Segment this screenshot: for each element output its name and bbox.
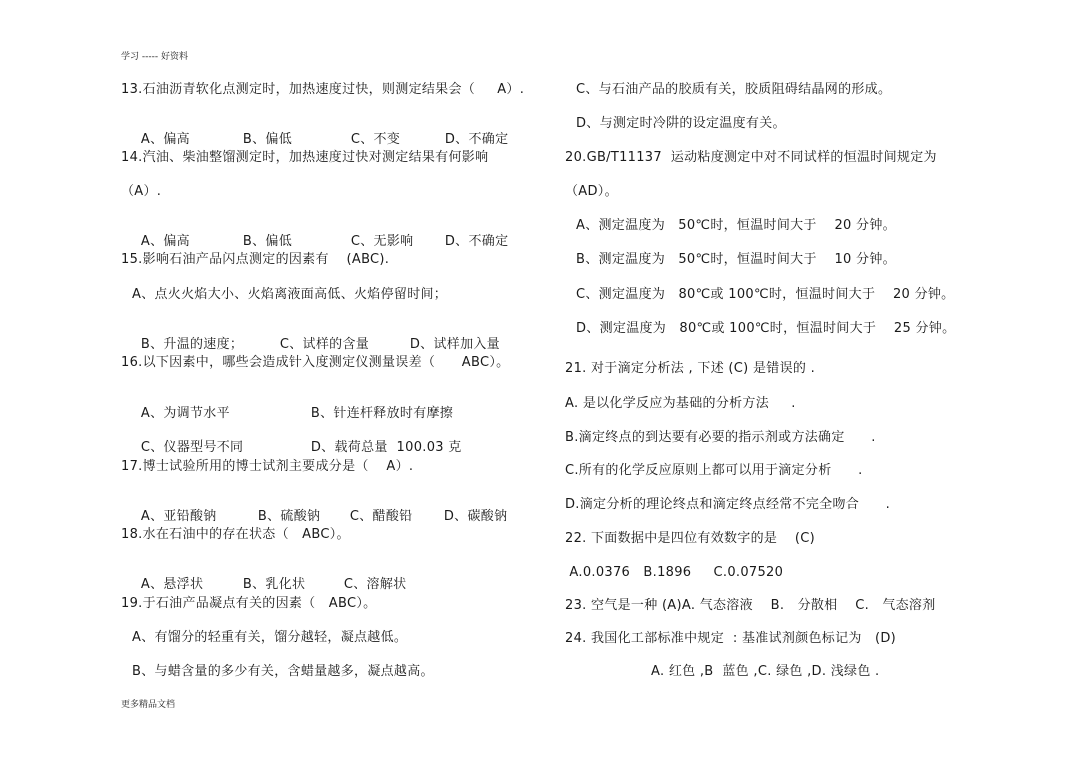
option-b: B、升温的速度； (140, 337, 244, 352)
question-21-option-c: C.所有的化学反应原则上都可以用于滴定分析 . (565, 463, 863, 478)
option-c: C、仪器型号不同 (140, 440, 244, 455)
question-13: 13.石油沥青软化点测定时，加热速度过快，则测定结果会（ A）. (121, 82, 525, 97)
option-c: C、无影响 (350, 234, 414, 249)
question-15: 15.影响石油产品闪点测定的因素有 (ABC). (121, 252, 390, 267)
option-a: A、亚铅酸钠 (140, 509, 217, 524)
option-d: D、不确定 (444, 132, 509, 147)
question-20: 20.GB/T11137 运动粘度测定中对不同试样的恒温时间规定为 (565, 150, 937, 165)
option-a: A、为调节水平 (140, 406, 230, 421)
option-d: D、试样加入量 (409, 337, 500, 352)
question-16-options-row1 (132, 390, 453, 422)
question-22-options: A.0.0376 B.1896 C.0.07520 (565, 565, 784, 580)
question-21-option-b: B.滴定终点的到达要有必要的指示剂或方法确定 . (565, 430, 876, 445)
option-c: C、醋酸铅 (349, 509, 413, 524)
question-15-options (132, 321, 500, 353)
question-14-options (132, 218, 508, 250)
question-20-option-b: B、测定温度为 50℃时，恒温时间大于 10 分钟。 (576, 252, 896, 267)
option-d: D、载荷总量 100.03 克 (310, 440, 462, 455)
question-24: 24. 我国化工部标准中规定 : 基准试剂颜色标记为 (D) (565, 631, 897, 646)
option-d: D、不确定 (444, 234, 509, 249)
option-b: B、偏低 (242, 132, 292, 147)
question-20-option-d: D、测定温度为 80℃或 100℃时，恒温时间大于 25 分钟。 (576, 321, 956, 336)
question-19-option-a: A、有馏分的轻重有关，馏分越轻，凝点越低。 (132, 630, 408, 645)
question-14: 14.汽油、柴油整馏测定时，加热速度过快对测定结果有何影响 (121, 150, 489, 165)
option-b: B、乳化状 (242, 577, 306, 592)
question-23: 23. 空气是一种 (A)A. 气态溶液 B. 分散相 C. 气态溶剂 (565, 598, 936, 613)
question-15-option-a: A、点火火焰大小、火焰离液面高低、火焰停留时间； (132, 287, 448, 302)
question-21: 21. 对于滴定分析法 , 下述 (C) 是错误的 . (565, 361, 816, 376)
question-18-options (132, 561, 406, 593)
question-13-options (132, 116, 508, 148)
question-20-option-a: A、测定温度为 50℃时，恒温时间大于 20 分钟。 (576, 218, 896, 233)
question-19-option-c: C、与石油产品的胶质有关，胶质阻碍结晶网的形成。 (576, 82, 892, 97)
question-21-option-d: D.滴定分析的理论终点和滴定终点经常不完全吻合 . (565, 497, 891, 512)
option-a: A、偏高 (140, 234, 190, 249)
question-20-option-c: C、测定温度为 80℃或 100℃时，恒温时间大于 20 分钟。 (576, 287, 955, 302)
option-a: A、偏高 (140, 132, 190, 147)
option-c: C、不变 (350, 132, 401, 147)
question-19-option-d: D、与测定时冷阱的设定温度有关。 (576, 116, 786, 131)
question-14-answer: （A）. (121, 184, 162, 199)
page-header: 学习 ----- 好资料 (121, 52, 188, 62)
option-b: B、偏低 (242, 234, 292, 249)
question-19-option-b: B、与蜡含量的多少有关，含蜡量越多，凝点越高。 (132, 664, 434, 679)
option-b: B、硫酸钠 (257, 509, 321, 524)
option-c: C、溶解状 (343, 577, 407, 592)
question-20-answer: （AD）。 (565, 184, 618, 199)
question-19: 19.于石油产品凝点有关的因素（ ABC）。 (121, 596, 377, 611)
page-footer: 更多精品文档 (121, 700, 176, 710)
option-d: D、碳酸钠 (443, 509, 508, 524)
question-17: 17.博士试验所用的博士试剂主要成分是（ A）. (121, 459, 414, 474)
question-18: 18.水在石油中的存在状态（ ABC）。 (121, 527, 350, 542)
option-a: A、悬浮状 (140, 577, 204, 592)
question-16-options-row2 (132, 424, 462, 456)
option-c: C、试样的含量 (279, 337, 370, 352)
question-17-options (132, 493, 507, 525)
option-b: B、针连杆释放时有摩擦 (310, 406, 454, 421)
question-22: 22. 下面数据中是四位有效数字的是 (C) (565, 531, 816, 546)
question-16: 16.以下因素中，哪些会造成针入度测定仪测量误差（ ABC）。 (121, 355, 510, 370)
question-21-option-a: A. 是以化学反应为基础的分析方法 . (565, 396, 796, 411)
question-24-options: A. 红色 ,B 蓝色 ,C. 绿色 ,D. 浅绿色 . (651, 664, 880, 679)
